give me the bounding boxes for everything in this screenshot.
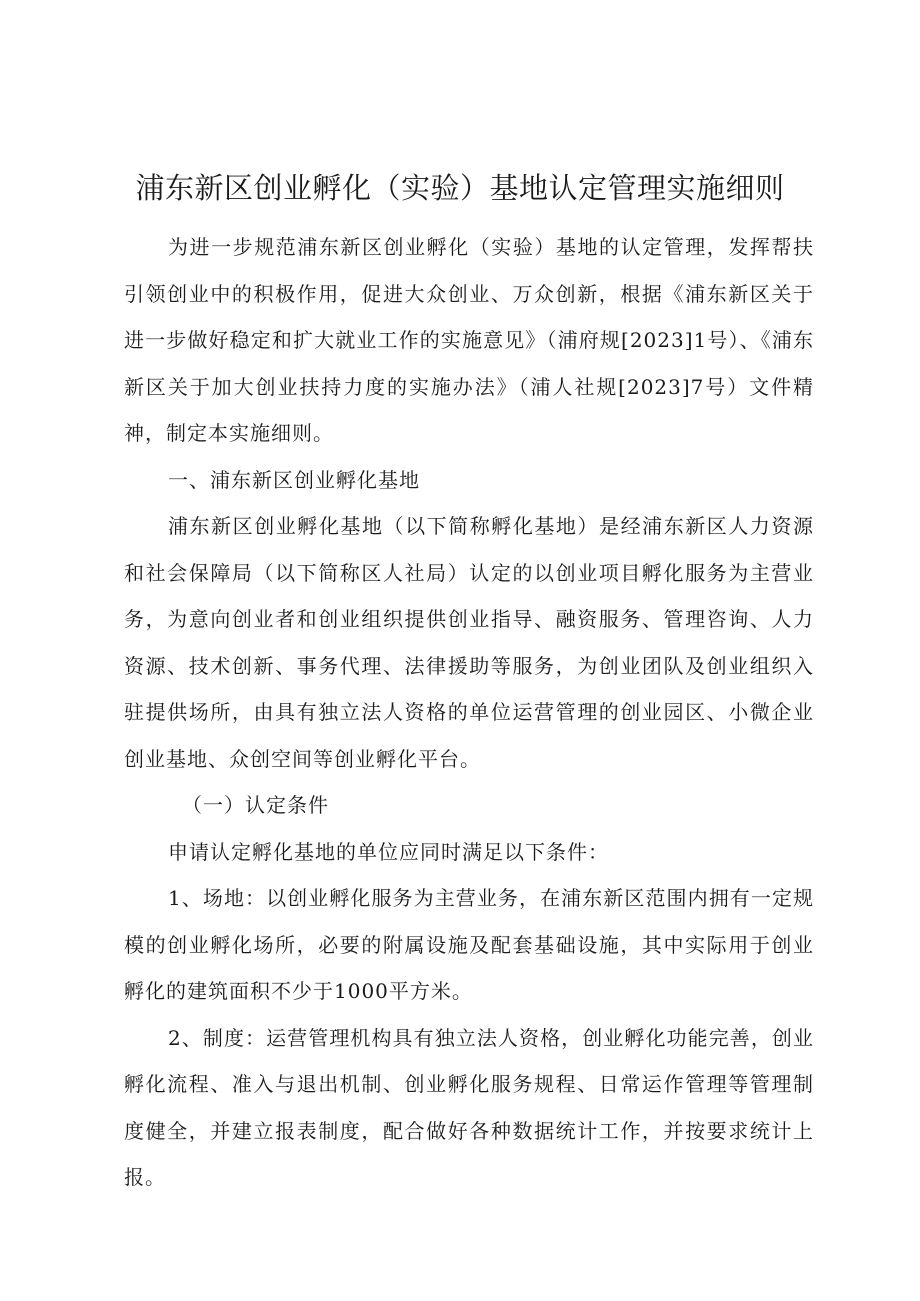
condition-item-1: 1、场地：以创业孵化服务为主营业务，在浦东新区范围内拥有一定规模的创业孵化场所，必要的附属设施及配套基础设施，其中实际用于创业孵化的建筑面积不少于1000平方米。 bbox=[124, 886, 814, 1003]
document-title: 浦东新区创业孵化（实验）基地认定管理实施细则 bbox=[135, 171, 785, 205]
conditions-intro-paragraph: 申请认定孵化基地的单位应同时满足以下条件： bbox=[168, 839, 609, 864]
intro-paragraph: 为进一步规范浦东新区创业孵化（实验）基地的认定管理，发挥帮扶引领创业中的积极作用，促进大众创业、万众创新，根据《浦东新区关于进一步做好稳定和扩大就业工作的实施意见》（浦府规[2023]1号）、《浦东新区关于加大创业扶持力度的实施办法》（浦人社规[2023]7号）文件精神，制定本实施细则。 bbox=[124, 235, 814, 445]
definition-paragraph: 浦东新区创业孵化基地（以下简称孵化基地）是经浦东新区人力资源和社会保障局（以下简称区人社局）认定的以创业项目孵化服务为主营业务，为意向创业者和创业组织提供创业指导、融资服务、管理咨询、人力资源、技术创新、事务代理、法律援助等服务，为创业团队及创业组织入驻提供场所，由具有独立法人资格的单位运营管理的创业园区、小微企业创业基地、众创空间等创业孵化平台。 bbox=[124, 514, 814, 771]
document-body bbox=[124, 224, 814, 1201]
section-heading-1: 一、浦东新区创业孵化基地 bbox=[168, 467, 420, 492]
condition-item-2: 2、制度：运营管理机构具有独立法人资格，创业孵化功能完善，创业孵化流程、准入与退出机制、创业孵化服务规程、日常运作管理等管理制度健全，并建立报表制度，配合做好各种数据统计工作，并按要求统计上报。 bbox=[124, 1025, 814, 1189]
subsection-heading-1: （一）认定条件 bbox=[182, 793, 329, 817]
